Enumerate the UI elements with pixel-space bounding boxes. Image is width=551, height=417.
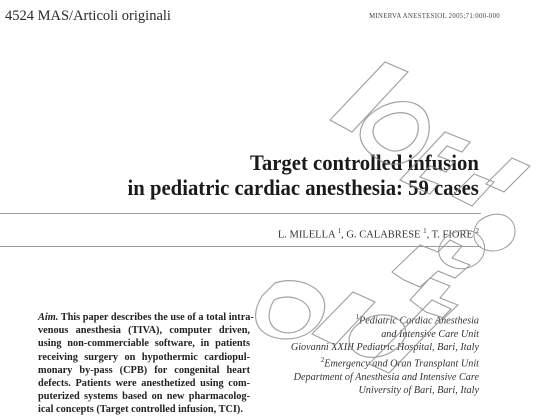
abstract-aim-label: Aim. xyxy=(38,312,59,323)
abstract-line: monary by-pass (CPB) for congenital heart xyxy=(38,364,250,376)
affiliation-1-marker: 1 xyxy=(355,313,360,321)
running-header-right: MINERVA ANESTESIOL 2005;71:000-000 xyxy=(369,13,500,20)
running-header-left: 4524 MAS/Articoli originali xyxy=(5,8,171,24)
author-1: L. MILELLA xyxy=(277,229,335,241)
abstract-line: ical concepts (Target controlled infusion, TCI). xyxy=(38,404,243,416)
title-divider-top xyxy=(0,213,481,214)
abstract-line: defects. Patients were anesthetized using com- xyxy=(38,378,250,390)
affiliation-line: and Intensive Care Unit xyxy=(381,328,479,340)
abstract-line: receiving surgery on hypothermic cardiopul- xyxy=(38,351,250,363)
title-line-1: Target controlled infusion xyxy=(250,150,479,175)
author-3-affiliation: 2 xyxy=(475,227,479,235)
affiliation-line: Department of Anesthesia and Intensive Care xyxy=(293,371,479,383)
affiliations xyxy=(291,311,479,397)
affiliation-2-marker: 2 xyxy=(320,356,325,364)
abstract-line xyxy=(38,311,254,324)
author-1-affiliation: 1 xyxy=(337,227,342,235)
affiliation-line: $^1$Pediatric Cardiac Anesthesia xyxy=(355,313,479,327)
author-3: , T. FIORE xyxy=(426,229,473,241)
author-2-affiliation: 1 xyxy=(423,227,427,235)
affiliation-line: $^2$Emergency and Oran Transplant Unit xyxy=(320,356,479,370)
title-divider-bottom xyxy=(0,246,481,247)
abstract-line: using non-commerciable software, in patients xyxy=(38,338,250,350)
affiliation-line: Giovanni XXIII Pediatric Hospital, Bari, Italy xyxy=(290,341,479,353)
title-line-2: in pediatric cardiac anesthesia: 59 cases xyxy=(127,175,479,200)
abstract-line: puterized systems based on new pharmacolog- xyxy=(38,391,250,403)
abstract xyxy=(38,311,254,417)
abstract-text: This paper describes the use of a total intra- xyxy=(58,312,254,323)
author-line xyxy=(278,227,479,241)
author-2: , G. CALABRESE xyxy=(341,229,421,241)
article-title xyxy=(97,150,479,200)
affiliation-line: University of Bari, Bari, Italy xyxy=(358,384,479,396)
abstract-line: venous anesthesia (TIVA), computer driven, xyxy=(38,325,250,337)
